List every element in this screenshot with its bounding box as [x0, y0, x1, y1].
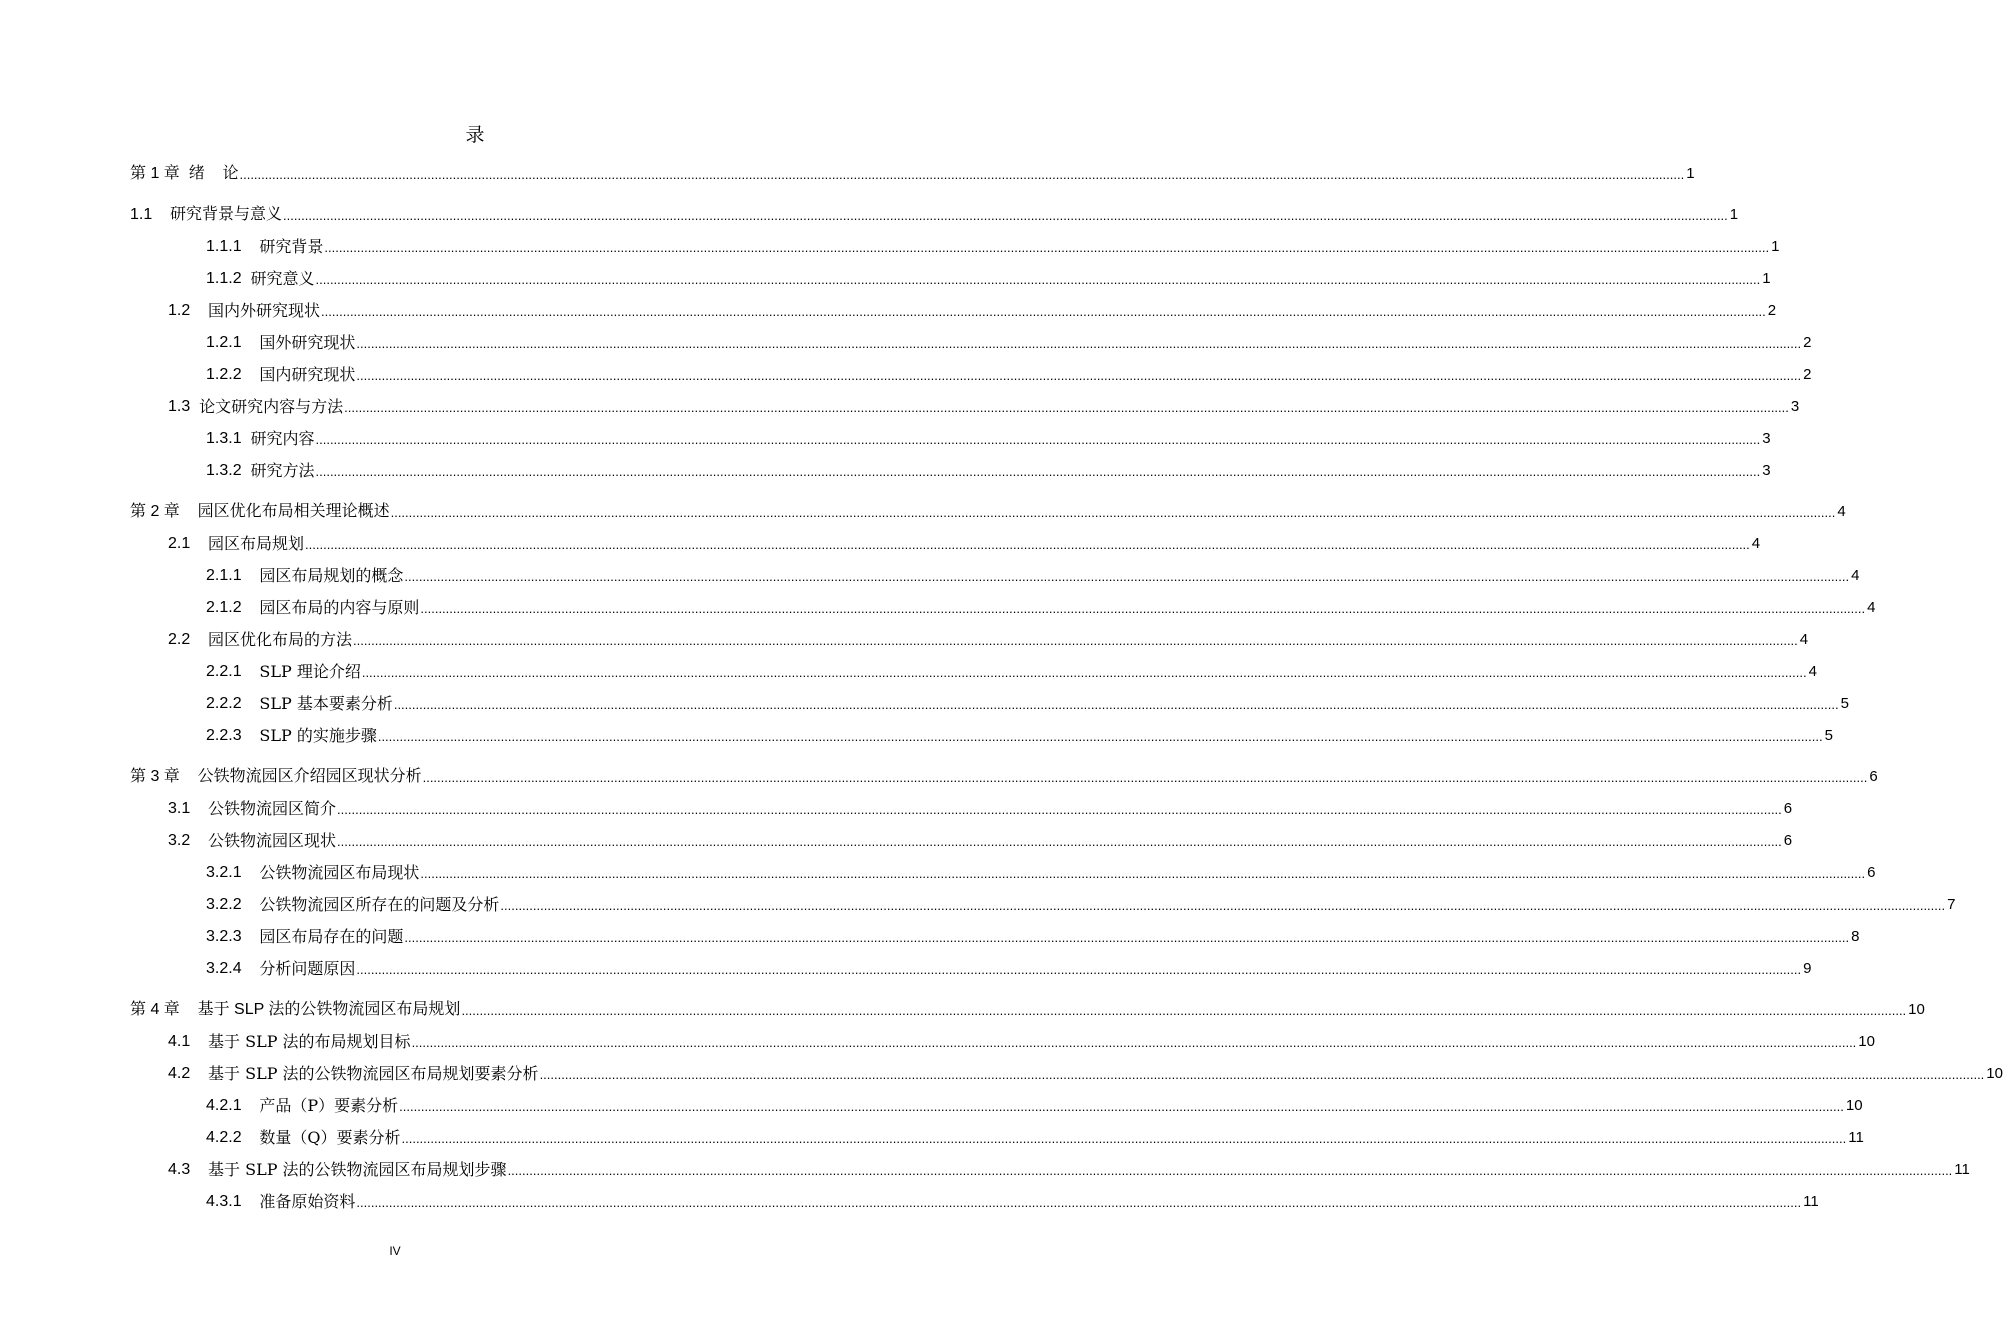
toc-entry-page: 5: [1840, 695, 1849, 712]
toc-entry[interactable]: [168, 393, 1800, 417]
toc-leader-dots: ................................................................................................................................................................................................................................................................................................................................................................................................................: [420, 866, 1866, 881]
toc-leader-dots: ................................................................................................................................................................................................................................................................................................................................................................................................................: [337, 834, 1782, 849]
toc-entry-number: 第 4 章: [130, 1001, 198, 1018]
toc-entry-number: 第 1 章: [130, 165, 189, 182]
toc-entry[interactable]: [168, 1060, 2003, 1084]
toc-entry-title: 园区优化布局相关理论概述: [197, 503, 390, 520]
toc-entry-title: 分析问题原因: [259, 959, 356, 978]
toc-entry-title: 公铁物流园区布局现状: [259, 863, 420, 882]
toc-entry[interactable]: [130, 996, 1925, 1020]
toc-leader-dots: ................................................................................................................................................................................................................................................................................................................................................................................................................: [337, 802, 1782, 817]
toc-entry-page: 10: [1908, 1001, 1925, 1018]
toc-leader-dots: ................................................................................................................................................................................................................................................................................................................................................................................................................: [356, 1195, 1802, 1210]
toc-entry-number: 4.2.1: [206, 1097, 260, 1114]
toc-leader-dots: ................................................................................................................................................................................................................................................................................................................................................................................................................: [422, 770, 1868, 785]
toc-entry-number: 4.3: [168, 1161, 209, 1178]
toc-leader-dots: ................................................................................................................................................................................................................................................................................................................................................................................................................: [500, 898, 1946, 913]
toc-entry-page: 4: [1751, 535, 1761, 552]
toc-entry[interactable]: [206, 955, 1812, 979]
toc-entry-page: 6: [1783, 832, 1793, 849]
toc-entry-page: 2: [1767, 302, 1777, 319]
toc-entry-number: 2.1: [168, 535, 209, 552]
toc-entry[interactable]: [206, 722, 1833, 746]
toc-entry-title: 基于 SLP 法的公铁物流园区布局规划步骤: [208, 1160, 507, 1179]
toc-entry-title: 数量（Q）要素分析: [259, 1128, 401, 1147]
toc-entry-number: 第 3 章: [130, 768, 198, 785]
toc-entry[interactable]: [168, 626, 1809, 650]
toc-entry-number: 4.2.2: [206, 1129, 260, 1146]
toc-leader-dots: ................................................................................................................................................................................................................................................................................................................................................................................................................: [539, 1067, 1985, 1082]
toc-entry-page: 2: [1803, 334, 1812, 351]
toc-entry-number: 1.3.1: [206, 430, 251, 447]
toc-entry-page: 1: [1771, 238, 1780, 255]
toc-entry-title: 研究背景: [259, 237, 324, 256]
toc-leader-dots: ................................................................................................................................................................................................................................................................................................................................................................................................................: [315, 464, 1761, 479]
toc-entry-page: 4: [1808, 663, 1817, 680]
toc-entry-number: 1.2.1: [206, 334, 260, 351]
toc-leader-dots: ................................................................................................................................................................................................................................................................................................................................................................................................................: [283, 208, 1728, 223]
toc-leader-dots: ................................................................................................................................................................................................................................................................................................................................................................................................................: [321, 304, 1766, 319]
toc-leader-dots: ................................................................................................................................................................................................................................................................................................................................................................................................................: [401, 1131, 1847, 1146]
toc-entry-number: 4.3.1: [206, 1193, 260, 1210]
toc-entry[interactable]: [130, 763, 1878, 787]
toc-entry-title: 产品（P）要素分析: [259, 1096, 399, 1115]
toc-entry[interactable]: [206, 1092, 1863, 1116]
toc-entry-number: 3.2: [168, 832, 209, 849]
toc-entry-title: 国内外研究现状: [208, 301, 321, 320]
toc-entry[interactable]: [206, 1124, 1864, 1148]
toc-entry[interactable]: [206, 457, 1771, 481]
toc-entry-number: 1.1.2: [206, 270, 251, 287]
toc-leader-dots: ................................................................................................................................................................................................................................................................................................................................................................................................................: [305, 537, 1750, 552]
toc-entry-page: 6: [1867, 864, 1876, 881]
toc-entry[interactable]: [206, 658, 1817, 682]
toc-entry-number: 2.1.1: [206, 567, 260, 584]
toc-entry-page: 9: [1803, 960, 1812, 977]
toc-entry[interactable]: [206, 425, 1771, 449]
toc-entry-page: 11: [1848, 1129, 1864, 1146]
toc-entry-title: 园区布局规划: [208, 534, 305, 553]
toc-entry-title: 园区布局的内容与原则: [259, 598, 420, 617]
toc-leader-dots: ................................................................................................................................................................................................................................................................................................................................................................................................................: [324, 240, 1770, 255]
toc-leader-dots: ................................................................................................................................................................................................................................................................................................................................................................................................................: [461, 1003, 1907, 1018]
toc-entry-number: 3.1: [168, 800, 209, 817]
toc-entry-page: 10: [1986, 1065, 2003, 1082]
toc-entry-title: 公铁物流园区现状: [208, 831, 337, 850]
toc-entry[interactable]: [168, 530, 1761, 554]
toc-leader-dots: ................................................................................................................................................................................................................................................................................................................................................................................................................: [356, 962, 1802, 977]
toc-entry-number: 3.2.1: [206, 864, 260, 881]
toc-entry-page: 2: [1803, 366, 1812, 383]
toc-entry[interactable]: [130, 160, 1695, 184]
toc-entry-page: 6: [1869, 768, 1878, 785]
toc-entry-page: 11: [1954, 1161, 1970, 1178]
toc-entry-page: 1: [1729, 206, 1739, 223]
toc-leader-dots: ................................................................................................................................................................................................................................................................................................................................................................................................................: [344, 400, 1789, 415]
toc-entry-number: 1.1.1: [206, 238, 260, 255]
toc-leader-dots: ................................................................................................................................................................................................................................................................................................................................................................................................................: [399, 1099, 1844, 1114]
toc-leader-dots: ................................................................................................................................................................................................................................................................................................................................................................................................................: [361, 665, 1807, 680]
toc-entry-page: 10: [1845, 1097, 1863, 1114]
toc-entry-title: 准备原始资料: [259, 1192, 356, 1211]
toc-entry-title: 园区优化布局的方法: [208, 630, 353, 649]
toc-leader-dots: ................................................................................................................................................................................................................................................................................................................................................................................................................: [353, 633, 1798, 648]
toc-entry-number: 2.2.3: [206, 727, 260, 744]
toc-entry-page: 5: [1824, 727, 1833, 744]
toc-leader-dots: ................................................................................................................................................................................................................................................................................................................................................................................................................: [507, 1163, 1953, 1178]
toc-leader-dots: ................................................................................................................................................................................................................................................................................................................................................................................................................: [377, 729, 1823, 744]
toc-leader-dots: ................................................................................................................................................................................................................................................................................................................................................................................................................: [315, 432, 1761, 447]
toc-entry[interactable]: [168, 795, 1793, 819]
toc-entry-title: SLP 的实施步骤: [259, 726, 377, 745]
toc-entry-number: 4.2: [168, 1065, 209, 1082]
toc-entry-page: 4: [1799, 631, 1809, 648]
toc-entry-title: 公铁物流园区所存在的问题及分析: [259, 895, 500, 914]
toc-entry-page: 10: [1858, 1033, 1875, 1050]
toc-entry-page: 3: [1762, 462, 1771, 479]
toc-entry-page: 3: [1790, 398, 1800, 415]
toc-entry-title: 国外研究现状: [259, 333, 356, 352]
page-number: IV: [389, 1244, 401, 1258]
toc-entry-number: 3.2.2: [206, 896, 260, 913]
toc-entry-number: 1.3.2: [206, 462, 251, 479]
toc-entry-page: 4: [1837, 503, 1846, 520]
toc-entry-title: 研究背景与意义: [170, 206, 283, 223]
toc-entry-page: 6: [1783, 800, 1793, 817]
toc-entry-title: 研究意义: [250, 269, 315, 288]
toc-entry-title: SLP 基本要素分析: [259, 694, 393, 713]
toc-entry-page: 11: [1803, 1193, 1819, 1210]
toc-entry-page: 1: [1762, 270, 1771, 287]
toc-entry-page: 4: [1867, 599, 1876, 616]
toc-entry-page: 1: [1686, 165, 1695, 182]
toc-entry[interactable]: [130, 201, 1739, 225]
toc-entry-page: 3: [1762, 430, 1771, 447]
toc-entry[interactable]: [206, 891, 1956, 915]
toc-entry-number: 2.1.2: [206, 599, 260, 616]
toc-entry[interactable]: [168, 297, 1777, 321]
toc-entry[interactable]: [206, 923, 1860, 947]
toc-entry-title: 研究方法: [250, 461, 315, 480]
toc-entry-page: 8: [1851, 928, 1860, 945]
toc-entry-title: 基于 SLP 法的公铁物流园区布局规划要素分析: [208, 1064, 539, 1083]
toc-leader-dots: ................................................................................................................................................................................................................................................................................................................................................................................................................: [404, 930, 1850, 945]
toc-leader-dots: ................................................................................................................................................................................................................................................................................................................................................................................................................: [356, 336, 1802, 351]
toc-entry-title: 园区布局存在的问题: [259, 927, 404, 946]
toc-entry-number: 1.3: [168, 398, 200, 415]
toc-entry-number: 第 2 章: [130, 503, 198, 520]
toc-entry-title: 国内研究现状: [259, 365, 356, 384]
toc-entry[interactable]: [168, 1156, 1970, 1180]
toc-entry-number: 4.1: [168, 1033, 209, 1050]
toc-entry[interactable]: [168, 827, 1793, 851]
toc-leader-dots: ................................................................................................................................................................................................................................................................................................................................................................................................................: [356, 368, 1802, 383]
toc-entry-title: SLP 理论介绍: [259, 662, 361, 681]
toc-entry-title: 园区布局规划的概念: [259, 566, 404, 585]
toc-title: 录: [465, 124, 485, 146]
toc-entry[interactable]: [206, 265, 1771, 289]
toc-entry[interactable]: [206, 690, 1849, 714]
toc-entry-title: 研究内容: [250, 429, 315, 448]
toc-entry[interactable]: [206, 329, 1812, 353]
toc-entry-page: 7: [1947, 896, 1956, 913]
toc-entry-number: 3.2.4: [206, 960, 260, 977]
toc-entry-number: 2.2: [168, 631, 209, 648]
toc-entry-number: 1.1: [130, 206, 171, 223]
toc-entry[interactable]: [130, 498, 1846, 522]
toc-entry[interactable]: [206, 594, 1876, 618]
toc-entry-title: 绪 论: [188, 165, 239, 182]
toc-leader-dots: ................................................................................................................................................................................................................................................................................................................................................................................................................: [420, 601, 1866, 616]
toc-leader-dots: ................................................................................................................................................................................................................................................................................................................................................................................................................: [411, 1035, 1857, 1050]
toc-entry-number: 1.2.2: [206, 366, 260, 383]
toc-leader-dots: ................................................................................................................................................................................................................................................................................................................................................................................................................: [390, 505, 1836, 520]
toc-entry-title: 公铁物流园区简介: [208, 799, 337, 818]
toc-entry-number: 1.2: [168, 302, 209, 319]
toc-entry[interactable]: [206, 1188, 1819, 1212]
toc-entry-number: 3.2.3: [206, 928, 260, 945]
toc-entry-title: 公铁物流园区介绍园区现状分析: [197, 768, 422, 785]
toc-entry[interactable]: [206, 562, 1860, 586]
toc-leader-dots: ................................................................................................................................................................................................................................................................................................................................................................................................................: [315, 272, 1761, 287]
toc-entry-title: 论文研究内容与方法: [199, 397, 344, 416]
toc-entry-number: 2.2.1: [206, 663, 260, 680]
toc-entry[interactable]: [206, 859, 1876, 883]
toc-entry-page: 4: [1851, 567, 1860, 584]
toc-leader-dots: ................................................................................................................................................................................................................................................................................................................................................................................................................: [393, 697, 1839, 712]
toc-entry[interactable]: [168, 1028, 1875, 1052]
toc-entry[interactable]: [206, 361, 1812, 385]
toc-entry-title: 基于 SLP 法的布局规划目标: [208, 1032, 411, 1051]
toc-entry-number: 2.2.2: [206, 695, 260, 712]
toc-entry-title: 基于 SLP 法的公铁物流园区布局规划: [197, 1001, 461, 1018]
toc-leader-dots: ................................................................................................................................................................................................................................................................................................................................................................................................................: [404, 569, 1850, 584]
toc-leader-dots: ................................................................................................................................................................................................................................................................................................................................................................................................................: [239, 167, 1685, 182]
toc-entry[interactable]: [206, 233, 1780, 257]
